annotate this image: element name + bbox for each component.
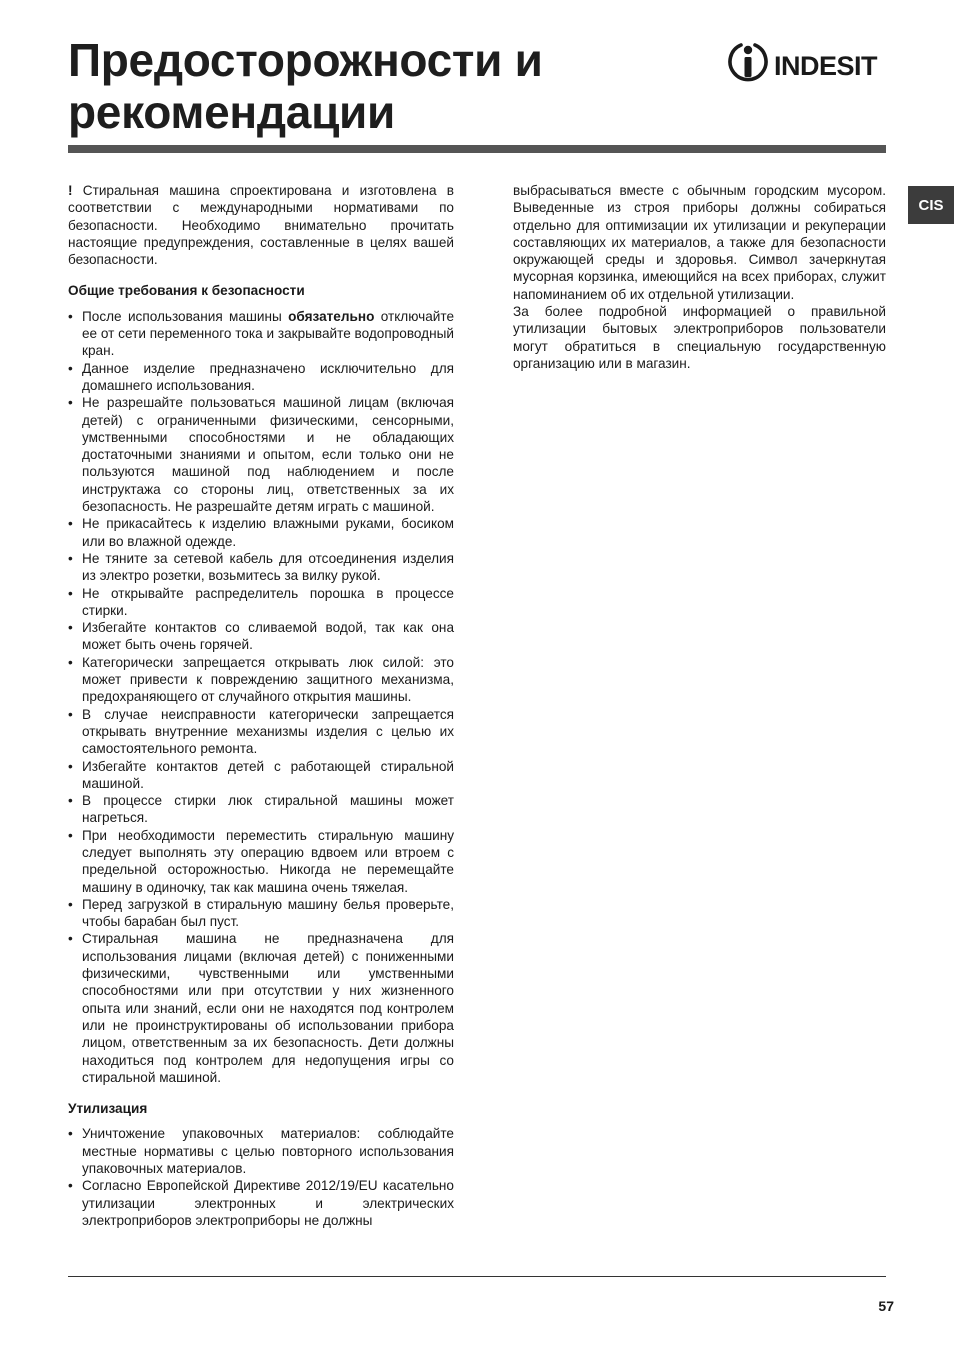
page-number: 57 [878,1298,894,1314]
intro-text: Стиральная машина спроектирована и изготовлена в соответствии с международными нормативами по безопасности. Необходимо внимательно прочитать настоящие предупреждения, составленные в целях вашей безопасности. [68,183,454,268]
list-item: • Данное изделие предназначено исключительно для домашнего использования. [68,360,454,395]
list-item: • В процессе стирки люк стиральной машины может нагреться. [68,792,454,827]
list-item: • Не тяните за сетевой кабель для отсоединения изделия из электро розетки, возьмитесь за вилку рукой. [68,550,454,585]
list-item: • Стиральная машина не предназначена для использования лицами (включая детей) с пониженными физическими, чувственными или умственными способностями или при отсутствии у них жизненного опыта или знаний, если они не находятся под контролем или не проинструктированы об использовании прибора лицом, ответственным за их безопасность. Дети должны находиться под контролем для недопущения игры со стиральной машиной. [68,930,454,1086]
safety-list [68,308,454,1086]
list-item: • Не открывайте распределитель порошка в процессе стирки. [68,585,454,620]
disposal-more-info: За более подробной информацией о правильной утилизации бытовых электроприборов пользователи могут обратиться в специальную государственную организацию или в магазин. [513,304,886,371]
list-item: • Избегайте контактов детей с работающей стиральной машиной. [68,758,454,793]
page-title [68,34,668,138]
disposal-heading: Утилизация [68,1101,148,1117]
title-line-2: рекомендации [68,86,396,138]
header-rule [68,145,886,153]
disposal-continued: выбрасываться вместе с обычным городским мусором. Выведенные из строя приборы должны собираться отдельно для оптимизации их утилизации и рекуперации составляющих их материалов, а также для безопасности окружающей среды и здоровья. Символ зачеркнутая мусорная корзинка, имеющийся на всех приборах, служит напоминанием об их отдельной утилизации. [513,183,886,302]
list-item: • Избегайте контактов со сливаемой водой, так как она может быть очень горячей. [68,619,454,654]
safety-heading: Общие требования к безопасности [68,283,305,299]
list-item: • При необходимости переместить стиральную машину следует выполнять эту операцию вдвоем или втроем с предельной осторожностью. Никогда не перемещайте машину в одиночку, так как машина очень тяжелая. [68,827,454,896]
list-item: • Не прикасайтесь к изделию влажными руками, босиком или во влажной одежде. [68,515,454,550]
list-item: • Не разрешайте пользоваться машиной лицам (включая детей) с ограниченными физическими, сенсорными, умственными способностями и не обладающих достаточными знаниями и опытом, если только они не пользуются машиной под наблюдением и после инструктажа со стороны лиц, ответственных за их безопасность. Не разрешайте детям играть с машиной. [68,394,454,515]
list-item: • Категорически запрещается открывать люк силой: это может привести к повреждению защитного механизма, предохраняющего от случайного открытия машины. [68,654,454,706]
title-line-1: Предосторожности и [68,34,543,86]
brand-i-icon [730,45,766,80]
list-item: • В случае неисправности категорически запрещается открывать внутренние механизмы изделия с целью их самостоятельного ремонта. [68,706,454,758]
right-column [513,182,886,372]
brand-wordmark: INDESIT [774,51,878,81]
emphasis-text: обязательно [288,308,375,324]
footer-rule [68,1276,886,1277]
left-column [68,182,454,1229]
intro-paragraph [68,182,454,268]
list-item: • После использования машины обязательно отключайте ее от сети переменного тока и закрывайте водопроводный кран. [68,308,454,360]
list-item: • Перед загрузкой в стиральную машину белья проверьте, чтобы барабан был пуст. [68,896,454,931]
indesit-logo [724,40,888,86]
language-tab: CIS [908,186,954,224]
disposal-list [68,1125,454,1229]
list-item: • Согласно Европейской Директиве 2012/19/EU касательно утилизации электронных и электрических электроприборов электроприборы не должны [68,1177,454,1229]
list-item: • Уничтожение упаковочных материалов: соблюдайте местные нормативы с целью повторного использования упаковочных материалов. [68,1125,454,1177]
warning-mark: ! [68,183,73,198]
